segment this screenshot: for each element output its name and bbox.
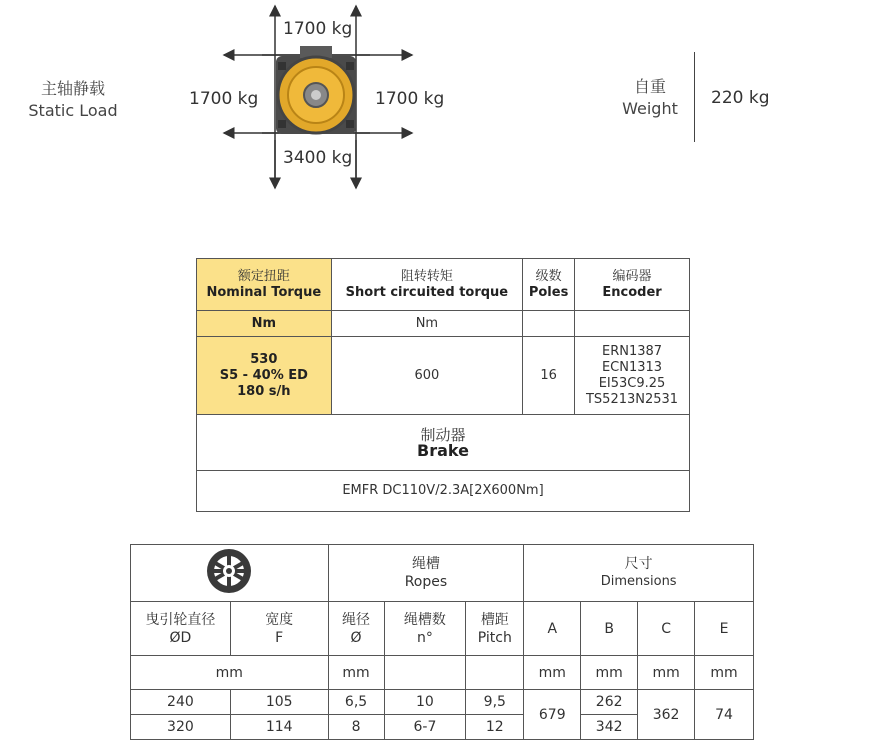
- cell-width: 105: [230, 690, 328, 715]
- unit-cell: mm: [524, 656, 581, 690]
- unit-cell: mm: [581, 656, 638, 690]
- torque-line: S5 - 40% ED: [219, 367, 308, 383]
- brake-header-row: [197, 415, 690, 471]
- sheave-header-row: [131, 545, 754, 602]
- header-en: Nominal Torque: [206, 284, 322, 300]
- col-label-en: Ø: [350, 629, 362, 646]
- sheave-icon-cell: [131, 545, 329, 602]
- weight-value: 220 kg: [711, 88, 770, 108]
- col-label-cn: 绳径: [342, 611, 371, 628]
- unit-short-torque: Nm: [331, 311, 522, 337]
- col-label-cn: 宽度: [265, 611, 294, 628]
- encoder-item: ERN1387: [602, 343, 663, 359]
- cell-rope: 8: [328, 715, 384, 740]
- unit-cell-empty: [384, 656, 466, 690]
- col-dim-a: A: [524, 602, 581, 656]
- header-short-torque: [331, 259, 522, 311]
- header-encoder: [575, 259, 690, 311]
- load-right: 1700 kg: [375, 89, 445, 109]
- cell-dim-c: 362: [638, 690, 695, 740]
- cell-dim-b: 262: [581, 690, 638, 715]
- weight-label-cn: 自重: [633, 77, 666, 96]
- unit-cell-empty: [466, 656, 524, 690]
- weight-label: [612, 76, 688, 120]
- cell-dim-e: 74: [695, 690, 754, 740]
- header-poles: [523, 259, 575, 311]
- encoder-item: TS5213N2531: [585, 391, 679, 407]
- cell-width: 114: [230, 715, 328, 740]
- nominal-torque-value: [197, 337, 332, 415]
- static-load-label-cn: 主轴静载: [40, 79, 105, 98]
- brake-header: [197, 415, 690, 471]
- cell-diameter: 240: [131, 690, 231, 715]
- header-cn: 阻转转矩: [400, 268, 453, 284]
- header-nominal-torque: [197, 259, 332, 311]
- load-bottom: 3400 kg: [283, 148, 353, 168]
- sheave-icon: [203, 547, 255, 595]
- encoder-item: EI53C9.25: [598, 375, 666, 391]
- unit-cell: mm: [695, 656, 754, 690]
- encoder-list: [575, 337, 690, 415]
- dimensions-header: [524, 545, 754, 602]
- motor-unit-row: [197, 311, 690, 337]
- col-label-cn: 曳引轮直径: [145, 611, 216, 628]
- col-pitch: [466, 602, 524, 656]
- brake-cn: 制动器: [420, 425, 466, 444]
- motor-header-row: [197, 259, 690, 311]
- col-width: [230, 602, 328, 656]
- cell-dim-b: 342: [581, 715, 638, 740]
- weight-label-en: Weight: [622, 99, 678, 118]
- static-load-label-en: Static Load: [28, 101, 118, 120]
- col-groove-count: [384, 602, 466, 656]
- motor-icon: [276, 46, 356, 134]
- poles-value: 16: [523, 337, 575, 415]
- dimensions-cn: 尺寸: [624, 556, 653, 572]
- torque-line: 180 s/h: [237, 383, 291, 399]
- unit-cell: mm: [638, 656, 695, 690]
- encoder-item: ECN1313: [601, 359, 663, 375]
- ropes-header: [328, 545, 524, 602]
- load-left: 1700 kg: [189, 89, 259, 109]
- header-cn: 额定扭距: [237, 268, 290, 284]
- col-label-en: Pitch: [477, 629, 512, 646]
- unit-encoder: [575, 311, 690, 337]
- dimensions-en: Dimensions: [600, 574, 677, 589]
- brake-value: EMFR DC110V/2.3A[2X600Nm]: [197, 471, 690, 512]
- brake-value-row: [197, 471, 690, 512]
- static-load-label: [18, 78, 128, 122]
- header-en: Short circuited torque: [345, 284, 509, 300]
- torque-line: 530: [250, 351, 278, 367]
- col-label-cn: 槽距: [480, 611, 509, 628]
- col-label-en: n°: [416, 629, 433, 646]
- cell-diameter: 320: [131, 715, 231, 740]
- unit-cell: mm: [328, 656, 384, 690]
- motor-value-row: [197, 337, 690, 415]
- cell-dim-a: 679: [524, 690, 581, 740]
- load-top: 1700 kg: [283, 19, 353, 39]
- column-label-row: [131, 602, 754, 656]
- cell-pitch: 9,5: [466, 690, 524, 715]
- col-rope-diameter: [328, 602, 384, 656]
- cell-rope: 6,5: [328, 690, 384, 715]
- short-torque-value: 600: [331, 337, 522, 415]
- header-en: Poles: [528, 284, 569, 300]
- unit-row: [131, 656, 754, 690]
- col-diameter: [131, 602, 231, 656]
- col-dim-b: B: [581, 602, 638, 656]
- cell-pitch: 12: [466, 715, 524, 740]
- table-row: [131, 690, 754, 715]
- ropes-cn: 绳槽: [411, 556, 440, 572]
- weight-divider: [694, 52, 695, 142]
- unit-torque: Nm: [197, 311, 332, 337]
- col-dim-e: E: [695, 602, 754, 656]
- motor-spec-table: [196, 258, 690, 512]
- unit-poles: [523, 311, 575, 337]
- sheave-table: [130, 544, 754, 740]
- header-en: Encoder: [602, 284, 662, 300]
- cell-grooves: 6-7: [384, 715, 466, 740]
- ropes-en: Ropes: [404, 574, 448, 590]
- header-cn: 级数: [535, 268, 562, 284]
- col-label-en: F: [275, 629, 284, 646]
- cell-grooves: 10: [384, 690, 466, 715]
- brake-en: Brake: [417, 440, 469, 460]
- col-dim-c: C: [638, 602, 695, 656]
- col-label-cn: 绳槽数: [403, 611, 446, 628]
- col-label-en: ØD: [169, 629, 192, 646]
- header-cn: 编码器: [612, 268, 652, 284]
- unit-cell: mm: [131, 656, 329, 690]
